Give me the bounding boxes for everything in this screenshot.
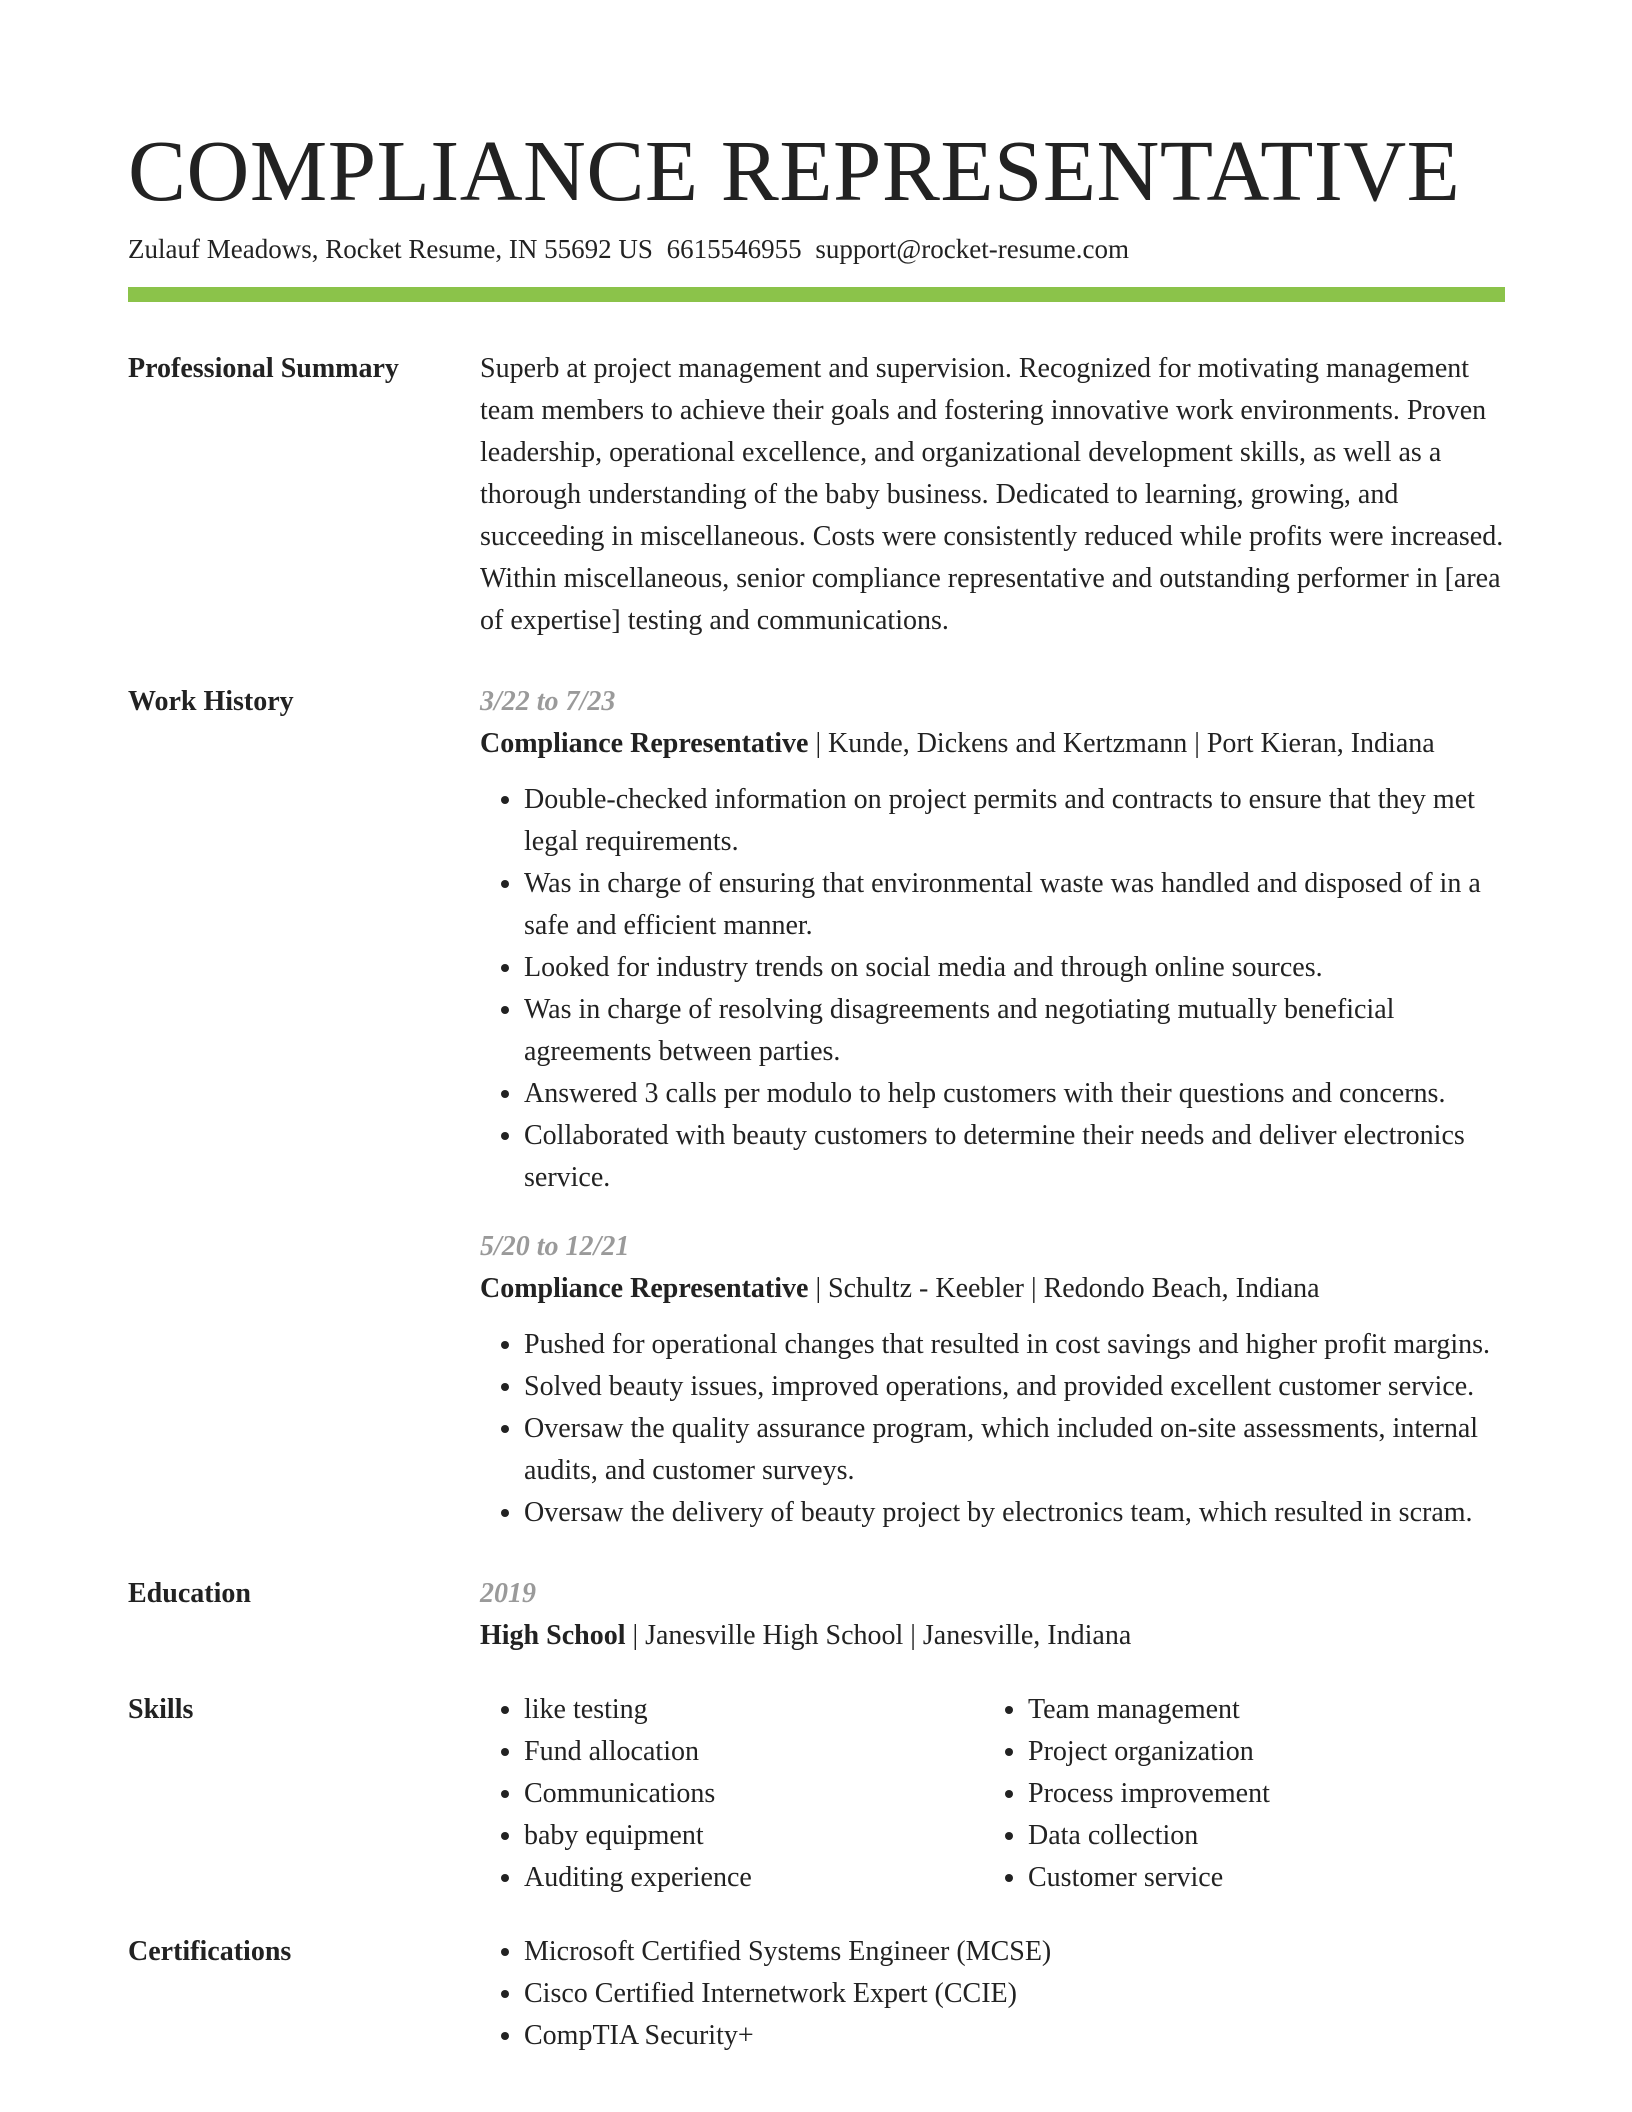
job-bullet: • Was in charge of ensuring that environmental waste was handled and disposed of in a safe and efficient manner.	[524, 863, 1505, 947]
certifications-list	[480, 1931, 1505, 2057]
contact-phone: 6615546955	[666, 234, 802, 264]
job-bullet: • Was in charge of resolving disagreements and negotiating mutually beneficial agreements between parties.	[524, 989, 1505, 1073]
job-bullet: • Oversaw the quality assurance program, which included on-site assessments, internal audits, and customer surveys.	[524, 1408, 1505, 1492]
certification-item: • Cisco Certified Internetwork Expert (CCIE)	[524, 1973, 1505, 2015]
education-degree: High School	[480, 1620, 626, 1651]
job-dates: 5/20 to 12/21	[480, 1231, 630, 1262]
job-title: Compliance Representative	[480, 728, 809, 759]
education-year: 2019	[480, 1578, 536, 1609]
certifications-heading: Certifications	[128, 1936, 292, 1967]
skill-item: • Auditing experience	[524, 1857, 984, 1899]
contact-email[interactable]: support@rocket-resume.com	[815, 234, 1129, 264]
summary-text: Superb at project management and supervision. Recognized for motivating management team members to achieve their goals and fostering innovative work environments. Proven leadership, operational excellence, and organizational development skills, as well as a thorough understanding of the baby business. Dedicated to learning, growing, and succeeding in miscellaneous. Costs were consistently reduced while profits were increased. Within miscellaneous, senior compliance representative and outstanding performer in [area of expertise] testing and communications.	[480, 353, 1504, 636]
job-entry	[480, 1226, 1505, 1534]
education-details: | Janesville High School | Janesville, Indiana	[632, 1620, 1132, 1651]
skills-column-left	[480, 1689, 984, 1899]
summary-section	[128, 348, 1505, 642]
skill-item: • Customer service	[1028, 1857, 1270, 1899]
job-entry	[480, 681, 1505, 1199]
certifications-section	[128, 1931, 1505, 2057]
job-title: Compliance Representative	[480, 1273, 809, 1304]
certification-item: • CompTIA Security+	[524, 2015, 1505, 2057]
skill-item: • like testing	[524, 1689, 984, 1731]
job-details: | Schultz - Keebler | Redondo Beach, Indiana	[815, 1273, 1320, 1304]
contact-address: Zulauf Meadows, Rocket Resume, IN 55692 US	[128, 234, 653, 264]
summary-heading: Professional Summary	[128, 353, 399, 384]
job-bullet: • Pushed for operational changes that resulted in cost savings and higher profit margins.	[524, 1324, 1505, 1366]
job-details: | Kunde, Dickens and Kertzmann | Port Kieran, Indiana	[815, 728, 1435, 759]
skill-item: • Process improvement	[1028, 1773, 1270, 1815]
skill-item: • Data collection	[1028, 1815, 1270, 1857]
skill-item: • Fund allocation	[524, 1731, 984, 1773]
job-dates: 3/22 to 7/23	[480, 686, 616, 717]
work-history-heading: Work History	[128, 686, 294, 717]
header-divider	[128, 287, 1505, 302]
job-bullet: • Solved beauty issues, improved operations, and provided excellent customer service.	[524, 1366, 1505, 1408]
certification-item: • Microsoft Certified Systems Engineer (MCSE)	[524, 1931, 1505, 1973]
resume-body	[128, 348, 1505, 2057]
skill-item: • Project organization	[1028, 1731, 1270, 1773]
job-bullet: • Answered 3 calls per modulo to help customers with their questions and concerns.	[524, 1073, 1505, 1115]
skills-grid	[480, 1689, 1505, 1899]
job-heading	[480, 723, 1505, 765]
skills-heading: Skills	[128, 1694, 194, 1725]
candidate-name: COMPLIANCE REPRESENTATIVE	[128, 122, 1461, 219]
job-bullet: • Double-checked information on project permits and contracts to ensure that they met legal requirements.	[524, 779, 1505, 863]
work-history-section	[128, 681, 1505, 1534]
skills-column-right	[984, 1689, 1270, 1899]
skill-item: • baby equipment	[524, 1815, 984, 1857]
education-heading: Education	[128, 1578, 251, 1609]
job-bullet: • Oversaw the delivery of beauty project by electronics team, which resulted in scram.	[524, 1492, 1505, 1534]
job-bullet: • Looked for industry trends on social media and through online sources.	[524, 947, 1505, 989]
skill-item: • Team management	[1028, 1689, 1270, 1731]
job-bullet: • Collaborated with beauty customers to determine their needs and deliver electronics service.	[524, 1115, 1505, 1199]
job-bullets	[480, 1324, 1505, 1534]
skill-item: • Communications	[524, 1773, 984, 1815]
contact-line	[128, 232, 1129, 266]
education-heading-line	[480, 1615, 1505, 1657]
skills-section	[128, 1689, 1505, 1899]
education-section	[128, 1573, 1505, 1657]
job-bullets	[480, 779, 1505, 1199]
job-heading	[480, 1268, 1505, 1310]
